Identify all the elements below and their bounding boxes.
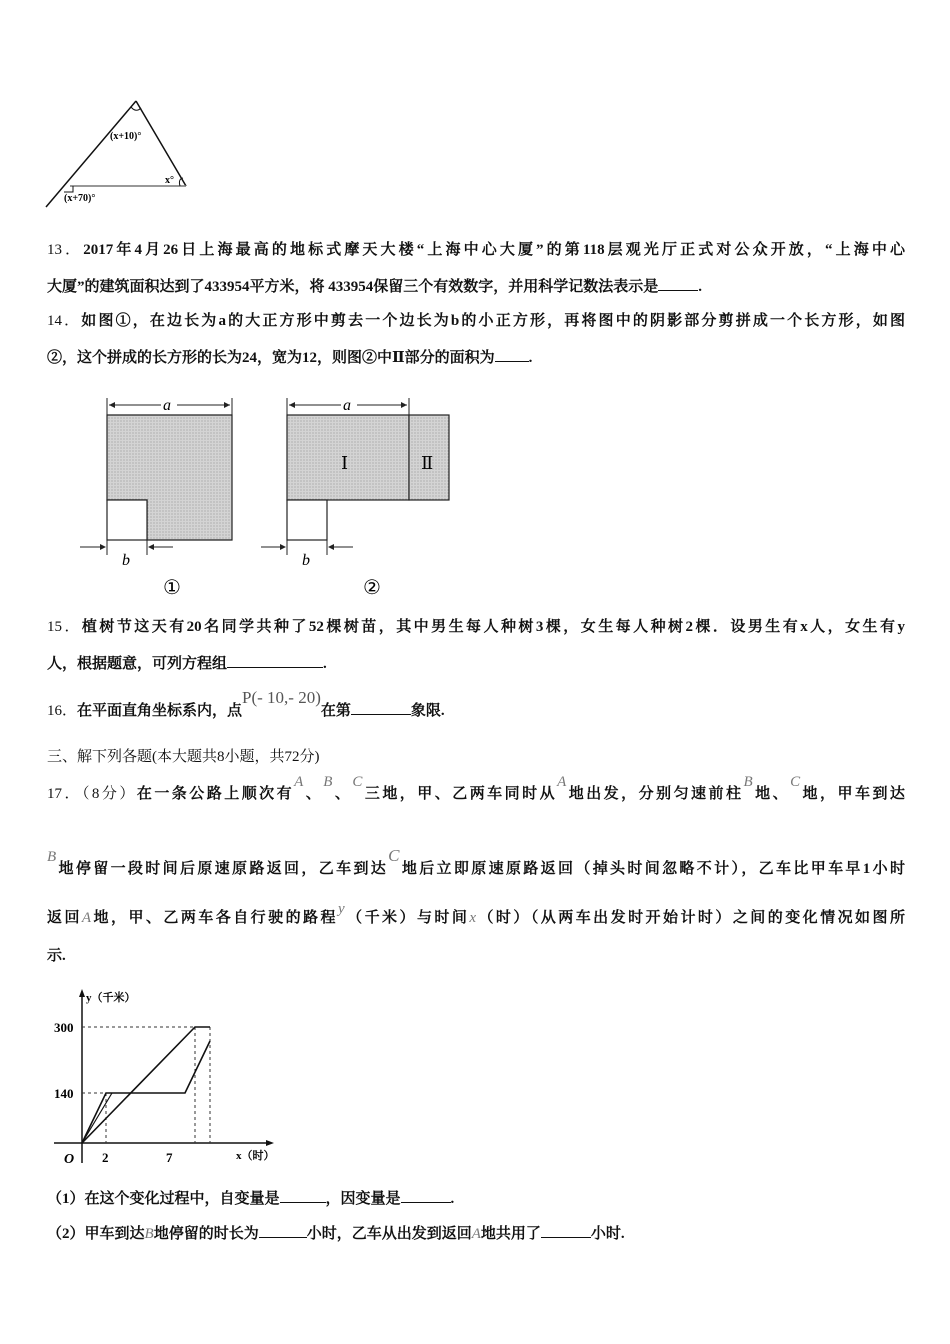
label-b2: b [302,552,310,569]
q14-line2: ②，这个拼成的长方形的长为24，宽为12，则图②中Ⅱ部分的面积为 . [47,347,532,368]
q17-line2: B地停留一段时间后原速原路返回，乙车到达C地后立即原速原路返回（掉头时间忽略不计），乙车比甲车早1小时 [47,846,905,877]
angle-label-right: x° [165,175,174,186]
answer-blank[interactable] [541,1223,591,1238]
label-part-2: Ⅱ [421,453,434,473]
x-tick-7: 7 [166,1150,173,1165]
q17-sub1: （1）在这个变化过程中，自变量是 ，因变量是 . [47,1188,454,1209]
caption-2: ② [363,577,381,599]
x-axis-label: x（时） [236,1150,275,1162]
q17-line4: 示. [47,948,66,964]
answer-blank[interactable] [280,1188,326,1203]
answer-blank[interactable] [495,347,529,362]
distance-time-graph [40,985,280,1170]
y-axis-label: y（千米） [86,992,136,1004]
q17-sub2: （2）甲车到达B地停留的时长为 小时，乙车从出发到返回A地共用了 小时. [47,1223,625,1244]
answer-blank[interactable] [227,653,323,668]
square-figures [75,390,465,605]
point-coordinate: P(- 10,- 20) [242,688,321,707]
answer-blank[interactable] [401,1188,451,1203]
q16: 16．在平面直角坐标系内，点P(- 10,- 20)在第 象限. [47,688,445,719]
label-a1: a [163,397,171,414]
answer-blank[interactable] [658,276,698,291]
q13-line2: 大厦”的建筑面积达到了433954平方米，将 433954保留三个有效数字，并用科学记数法表示是 . [47,276,702,297]
origin-label: O [64,1152,75,1167]
label-part-1: Ⅰ [341,453,349,473]
q15-line2: 人，根据题意，可列方程组 . [47,653,327,674]
section-heading: 三、解下列各题(本大题共8小题，共72分) [47,749,320,765]
x-tick-2: 2 [102,1150,109,1165]
label-a2: a [343,397,351,414]
triangle-figure [40,95,200,215]
y-tick-140: 140 [54,1086,74,1101]
answer-blank[interactable] [351,700,411,715]
y-tick-300: 300 [54,1020,74,1035]
q17-line1: 17．（8分）在一条公路上顺次有A、B、C三地，甲、乙两车同时从A地出发，分别匀速前柱B地、C地，甲车到达 [47,774,905,802]
angle-label-bottom: (x+70)° [64,193,96,204]
q13-line1: 13．2017年4月26日上海最高的地标式摩天大楼“上海中心大厦”的第118层观光厅正式对公众开放，“上海中心 [47,242,905,258]
label-b1: b [122,552,130,569]
angle-label-top: (x+10)° [110,131,142,142]
q15-line1: 15．植树节这天有20名同学共种了52棵树苗，其中男生每人种树3棵，女生每人种树2棵．设男生有x人，女生有y [47,619,905,635]
q17-line3: 返回A地，甲、乙两车各自行驶的路程y（千米）与时间x（时）（从两车出发时开始计时）之间的变化情况如图所 [47,901,905,926]
caption-1: ① [163,577,181,599]
answer-blank[interactable] [259,1223,307,1238]
q14-line1: 14．如图①，在边长为a的大正方形中剪去一个边长为b的小正方形，再将图中的阴影部分剪拼成一个长方形，如图 [47,313,905,329]
